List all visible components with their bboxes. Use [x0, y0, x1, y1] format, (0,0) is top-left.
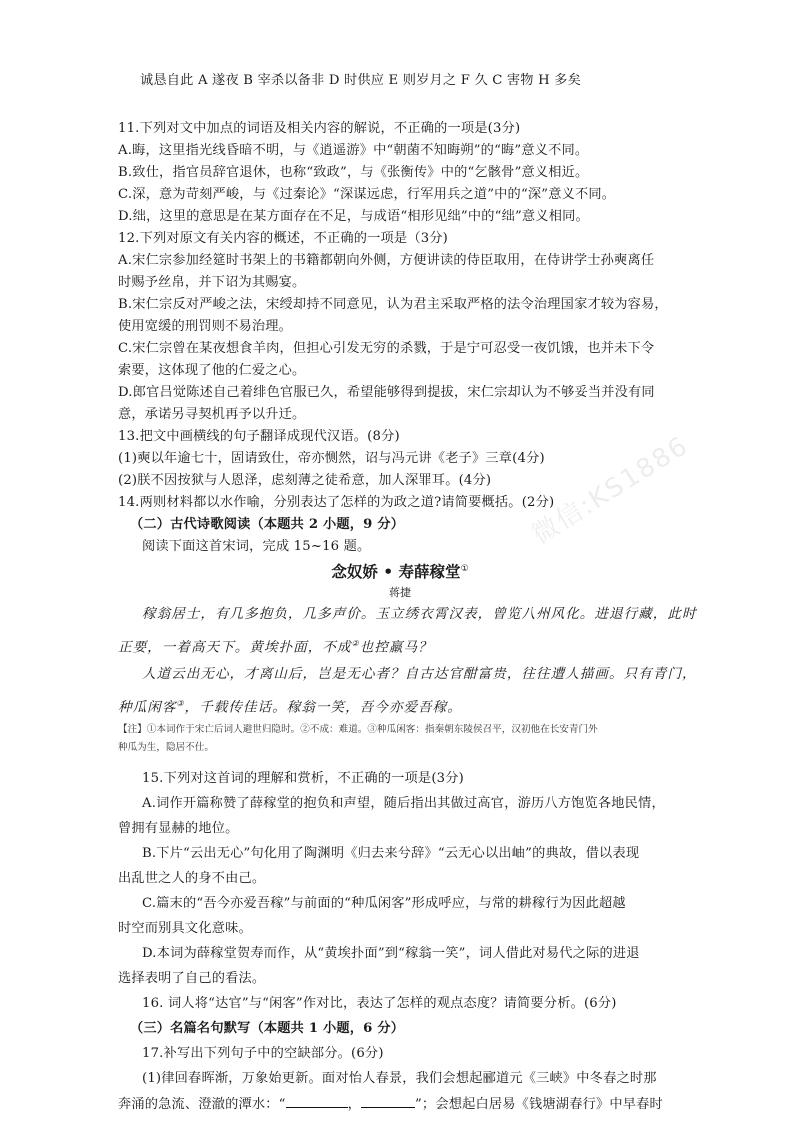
q11-option-d: D.绌，这里的意思是在某方面存在不足，与成语“相形见绌”中的“绌”意义相同。 — [118, 209, 589, 224]
question-14: 14.两则材料都以水作喻，分别表达了怎样的为政之道?请简要概括。(2分) — [118, 495, 555, 510]
q12-option-b-line1: B.宋仁宗反对严峻之法，宋绶却持不同意见，认为君主采取严格的法令治理国家才较为容易， — [118, 297, 668, 312]
q12-option-c-line1: C.宋仁宗曾在某夜想食羊肉，但担心引发无穷的杀戮，于是宁可忍受一夜饥饿，也并未下令 — [118, 341, 655, 356]
question-13: 13.把文中画横线的句子翻译成现代汉语。(8分) — [118, 429, 400, 444]
q12-option-d-line2: 意，承诺另寻契机再予以升迁。 — [118, 407, 306, 422]
question-12: 12.下列对原文有关内容的概述，不正确的一项是（3分) — [118, 231, 449, 246]
question-11: 11.下列对文中加点的词语及相关内容的解说，不正确的一项是(3分) — [118, 121, 521, 136]
poem-footnote-line2: 种瓜为生，隐居不仕。 — [118, 742, 214, 753]
fill-blank-2[interactable] — [361, 1093, 415, 1108]
fill-blank-1[interactable] — [286, 1093, 348, 1108]
q12-option-a-line2: 时赐予丝帛，并下诏为其赐宴。 — [118, 275, 306, 290]
watermark: 微信:KS1886 — [526, 430, 695, 551]
q15-option-c-line1: C.篇末的“吾今亦爱吾稼”与前面的“种瓜闲客”形成呼应，与常的耕稼行为因此超越 — [142, 896, 626, 911]
q15-option-c-line2: 时空而别具文化意味。 — [118, 921, 252, 936]
section-2-heading: （二）古代诗歌阅读（本题共 2 小题，9 分） — [130, 517, 405, 532]
answer-options-line: 诚恳自此 A 遂夜 B 宰杀以备非 D 时供应 E 则岁月之 F 久 C 害物 H 多矣 — [140, 73, 581, 88]
question-15: 15.下列对这首词的理解和赏析，不正确的一项是(3分) — [142, 771, 464, 786]
poem-line-2: 正要，一着高天下。黄埃扑面，不成②也控羸马？ — [118, 639, 433, 656]
q13-item-2: (2)朕不因按狱与人恩泽，虑刻薄之徒希意，加人深罪耳。(4分) — [118, 473, 492, 488]
q12-option-a-line1: A.宋仁宗参加经筵时书架上的书籍都朝向外侧，方便讲读的侍臣取用，在侍讲学士孙奭离任 — [118, 253, 655, 268]
q15-option-b-line2: 出乱世之人的身不由己。 — [118, 871, 266, 886]
q11-option-c: C.深，意为苛刻严峻，与《过秦论》“深谋远虑，行军用兵之道”中的“深”意义不同。 — [118, 187, 616, 202]
q12-option-d-line1: D.郎官吕觉陈述自己着绯色官服已久，希望能够得到提拔，宋仁宗却认为不够妥当并没有同 — [118, 385, 655, 400]
q12-option-b-line2: 使用宽缓的刑罚则不易治理。 — [118, 319, 293, 334]
poem-line-1: 稼翁居士，有几多抱负，几多声价。玉立绣衣霄汉表，曾览八州风化。进退行藏，此时 — [142, 606, 697, 622]
section-3-heading: （三）名篇名句默写（本题共 1 小题，6 分） — [130, 1021, 405, 1036]
q17-item-1-line2: 奔涌的急流、澄澈的潭水：“ ， ”；会想起白居易《钱塘湖春行》中早春时 — [118, 1093, 698, 1116]
q15-option-a-line2: 曾拥有显赫的地位。 — [118, 821, 239, 836]
poem-title-footnote-mark: ① — [460, 563, 469, 574]
section-2-intro: 阅读下面这首宋词，完成 15~16 题。 — [142, 539, 371, 554]
question-17: 17.补写出下列句子中的空缺部分。(6分) — [142, 1046, 384, 1061]
q17-item-1-line1: (1)律回春晖渐，万象始更新。面对怡人春景，我们会想起郦道元《三峡》中冬春之时那 — [142, 1071, 657, 1086]
q15-option-a-line1: A.词作开篇称赞了薛稼堂的抱负和声望，随后指出其做过高官，游历八方饱览各地民情， — [142, 796, 665, 811]
poem-footnote-line1: 【注】①本词作于宋亡后词人避世归隐时。②不成：难道。③种瓜闲客：指秦朝东陵侯召平，汉初他在长安青门外 — [118, 724, 598, 735]
question-16: 16. 词人将“达官”与“闲客”作对比，表达了怎样的观点态度？请简要分析。(6分) — [142, 996, 617, 1011]
q13-item-1: (1)奭以年逾七十，固请致仕，帝亦恻然，诏与冯元讲《老子》三章(4分) — [118, 451, 545, 466]
q12-option-c-line2: 索要，这体现了他的仁爱之心。 — [118, 363, 306, 378]
q15-option-d-line2: 选择表明了自己的看法。 — [118, 971, 266, 986]
poem-line-3: 人道云出无心，才离山后，岂是无心者？自古达官酣富贵，往往遭人描画。只有青门， — [142, 666, 697, 682]
q11-option-a: A.晦，这里指光线昏暗不明，与《逍遥游》中“朝菌不知晦朔”的“晦”意义不同。 — [118, 143, 589, 158]
q15-option-b-line1: B.下片“云出无心”句化用了陶渊明《归去来兮辞》“云无心以出岫”的典故，借以表现 — [142, 846, 640, 861]
poem-title: 念奴娇 • 寿薛稼堂① — [331, 563, 469, 581]
poem-line-4: 种瓜闲客③，千载传佳话。稼翁一笑，吾今亦爱吾稼。 — [118, 699, 462, 716]
q15-option-d-line1: D.本词为薛稼堂贺寿而作，从“黄埃扑面”到“稼翁一笑”，词人借此对易代之际的进退 — [142, 946, 640, 961]
poem-author: 蒋捷 — [389, 586, 411, 599]
q11-option-b: B.致仕，指官员辞官退休，也称“致政”，与《张衡传》中的“乞骸骨”意义相近。 — [118, 165, 589, 180]
